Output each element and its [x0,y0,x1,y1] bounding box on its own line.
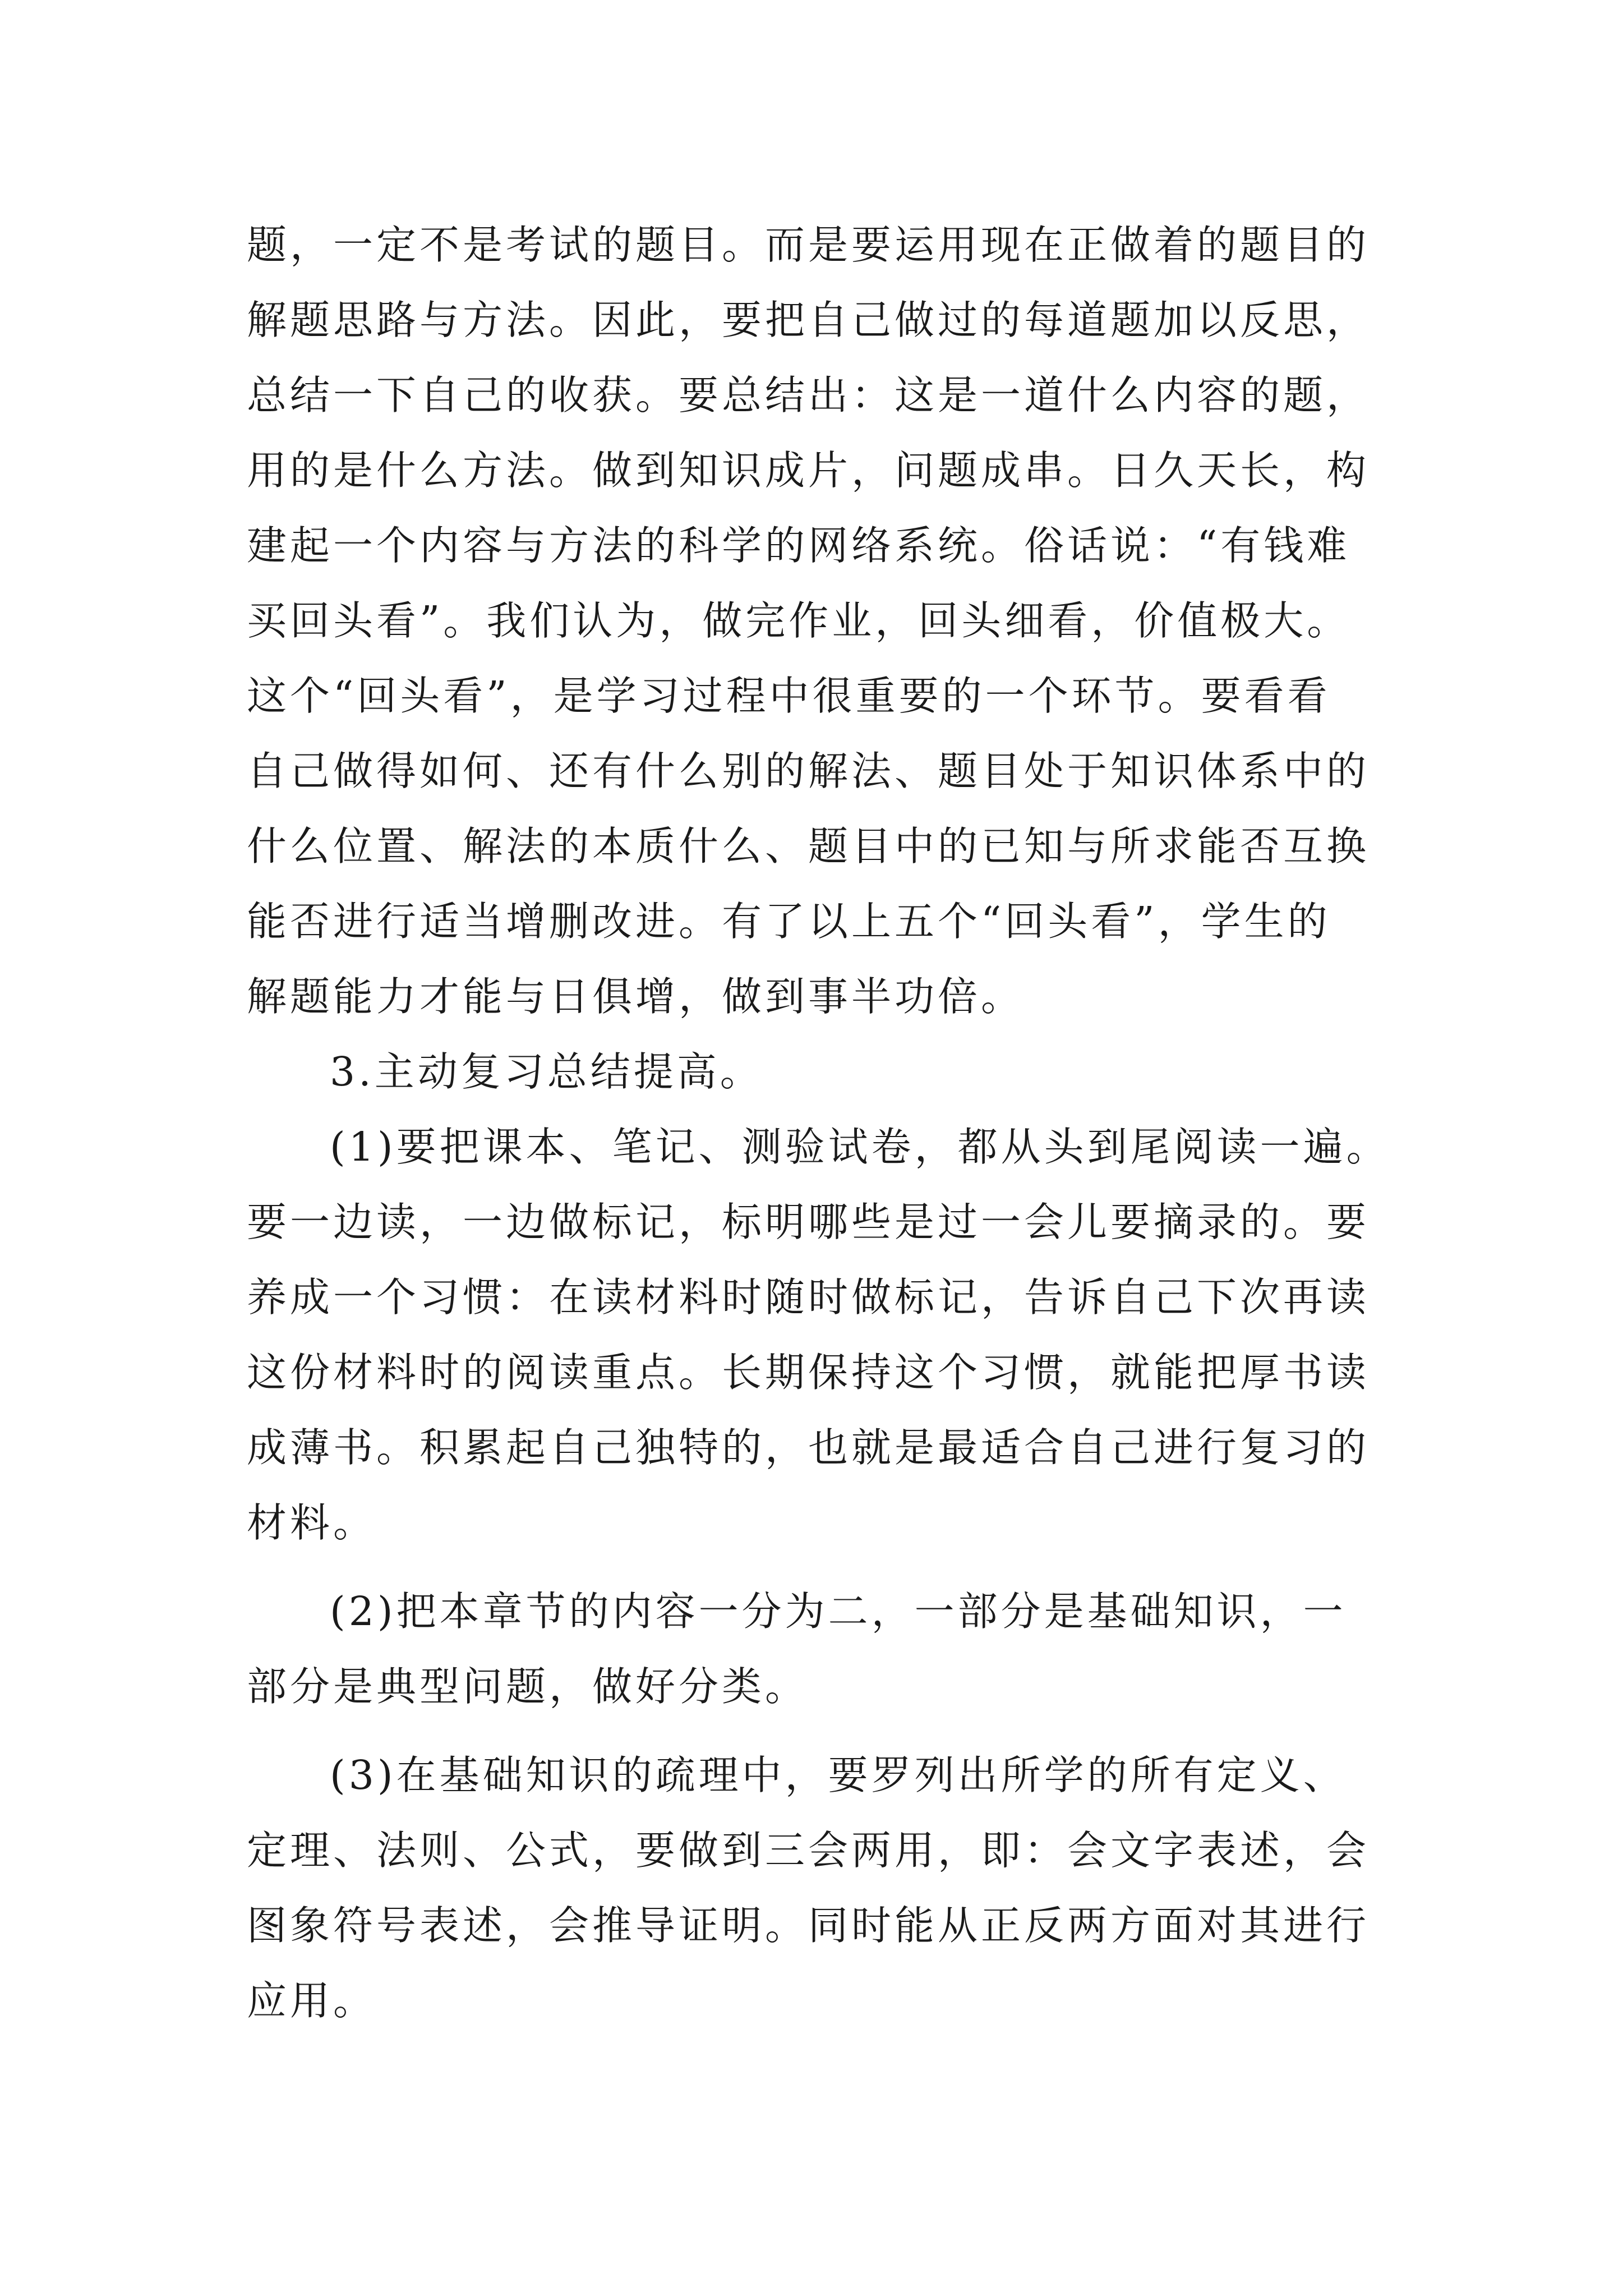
text-line: 总结一下自己的收获。要总结出：这是一道什么内容的题， [247,372,1370,418]
paragraph-gap [247,1724,1391,1738]
text-line: 材料。 [247,1499,377,1546]
text-line: 3.主动复习总结提高。 [330,1048,763,1095]
text-line: 部分是典型问题，做好分类。 [247,1663,809,1710]
text-line: 解题思路与方法。因此，要把自己做过的每道题加以反思， [247,297,1370,343]
text-line: 养成一个习惯：在读材料时随时做标记，告诉自己下次再读 [247,1274,1370,1320]
text-line: 要一边读，一边做标记，标明哪些是过一会儿要摘录的。要 [247,1199,1370,1245]
text-line: 建起一个内容与方法的科学的网络系统。俗话说：“有钱难 [247,522,1350,569]
text-line: (1)要把课本、笔记、测验试卷，都从头到尾阅读一遍。 [330,1124,1390,1170]
paragraph-gap [247,1561,1391,1574]
text-line: 能否进行适当增删改进。有了以上五个“回头看”，学生的 [247,898,1331,945]
text-line: 应用。 [247,1977,377,2024]
text-line: 题，一定不是考试的题目。而是要运用现在正做着的题目的 [247,222,1370,268]
text-line: (3)在基础知识的疏理中，要罗列出所学的所有定义、 [330,1752,1347,1798]
text-line: 用的是什么方法。做到知识成片，问题成串。日久天长，构 [247,447,1370,494]
text-line: 什么位置、解法的本质什么、题目中的已知与所求能否互换 [247,823,1370,869]
text-line: 解题能力才能与日俱增，做到事半功倍。 [247,973,1025,1020]
text-line: 图象符号表述，会推导证明。同时能从正反两方面对其进行 [247,1902,1370,1949]
text-line: 这份材料时的阅读重点。长期保持这个习惯，就能把厚书读 [247,1349,1370,1396]
text-line: 定理、法则、公式，要做到三会两用，即：会文字表述，会 [247,1827,1370,1874]
text-line: 买回头看”。我们认为，做完作业，回头细看，价值极大。 [247,597,1350,644]
text-line: 成薄书。积累起自己独特的，也就是最适合自己进行复习的 [247,1424,1370,1471]
text-line: (2)把本章节的内容一分为二，一部分是基础知识，一 [330,1588,1347,1635]
document-body [247,208,1391,2039]
text-line: 自己做得如何、还有什么别的解法、题目处于知识体系中的 [247,748,1370,794]
text-line: 这个“回头看”，是学习过程中很重要的一个环节。要看看 [247,673,1331,719]
